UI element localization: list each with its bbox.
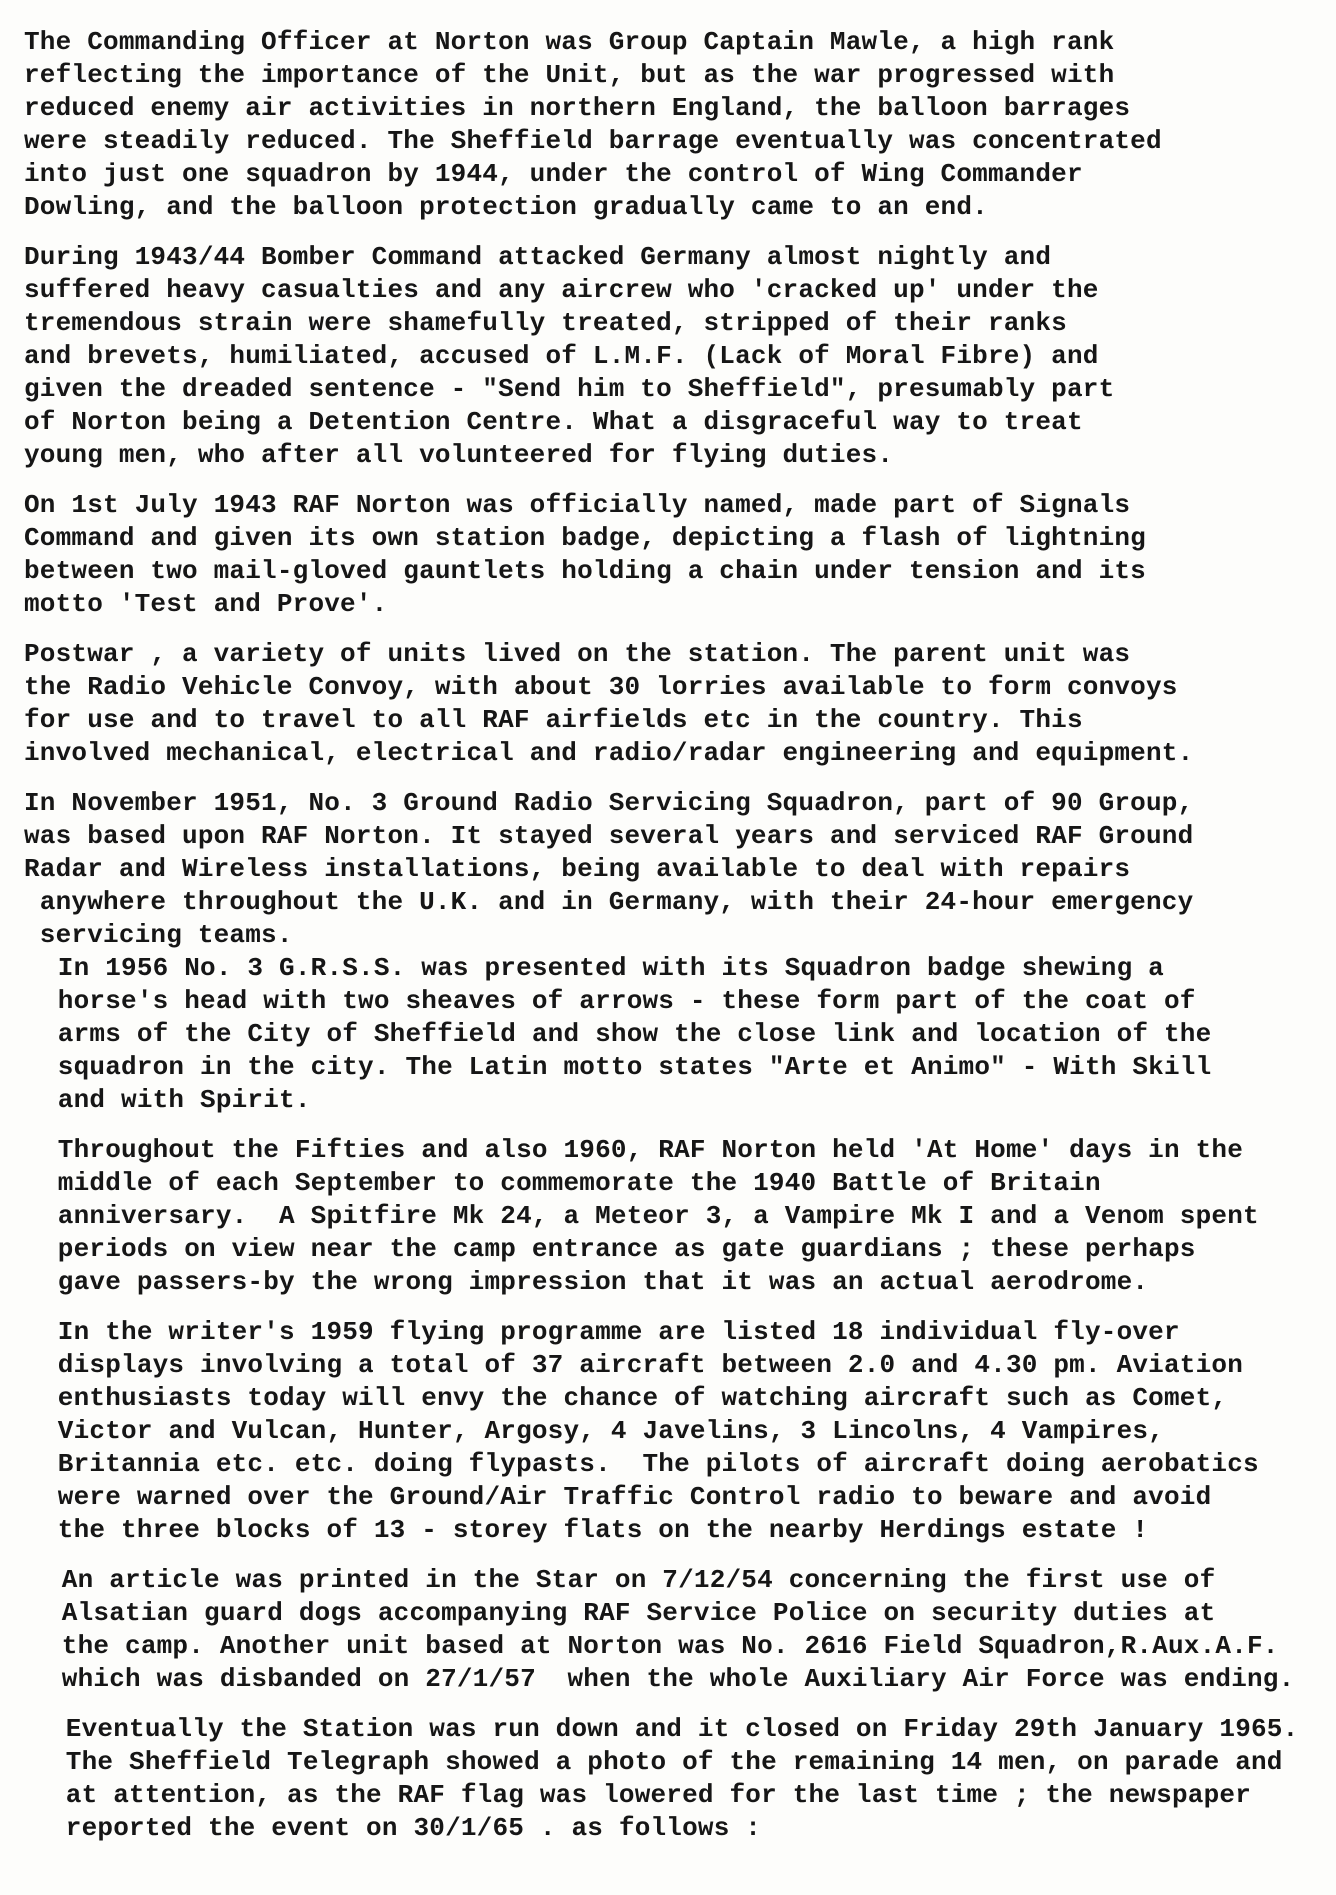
text-line: Victor and Vulcan, Hunter, Argosy, 4 Javelins, 3 Lincolns, 4 Vampires, xyxy=(42,1416,1164,1446)
text-line: motto 'Test and Prove'. xyxy=(24,589,388,619)
text-line: young men, who after all volunteered for flying duties. xyxy=(24,440,894,470)
text-line: given the dreaded sentence - "Send him to Sheffield", presumably part xyxy=(24,374,1115,404)
text-line: tremendous strain were shamefully treated, stripped of their ranks xyxy=(24,308,1067,338)
text-line: reported the event on 30/1/65 . as follows : xyxy=(50,1813,762,1843)
text-line: servicing teams. xyxy=(24,920,293,950)
text-line: Dowling, and the balloon protection gradually came to an end. xyxy=(24,192,988,222)
text-line: During 1943/44 Bomber Command attacked Germany almost nightly and xyxy=(24,242,1052,272)
text-line: The Commanding Officer at Norton was Group Captain Mawle, a high rank xyxy=(24,27,1115,57)
text-line: and with Spirit. xyxy=(42,1085,311,1115)
paragraph-guard-dogs xyxy=(20,1564,1300,1696)
text-line: Britannia etc. etc. doing flypasts. The pilots of aircraft doing aerobatics xyxy=(42,1449,1259,1479)
text-line: squadron in the city. The Latin motto states "Arte et Animo" - With Skill xyxy=(42,1052,1212,1082)
text-line: the camp. Another unit based at Norton was No. 2616 Field Squadron,R.Aux.A.F. xyxy=(46,1631,1279,1661)
text-line: between two mail-gloved gauntlets holding a chain under tension and its xyxy=(24,556,1146,586)
text-line-newspaper: The Sheffield Telegraph showed a photo of the remaining 14 men, on parade and xyxy=(50,1747,1283,1777)
text-line: periods on view near the camp entrance as gate guardians ; these perhaps xyxy=(42,1234,1196,1264)
text-line: reduced enemy air activities in northern England, the balloon barrages xyxy=(24,93,1131,123)
text-line: Eventually the Station was run down and it closed on Friday 29th January 1965. xyxy=(50,1714,1299,1744)
text-line: reflecting the importance of the Unit, but as the war progressed with xyxy=(24,60,1115,90)
paragraph-commanding-officer xyxy=(20,26,1300,224)
text-line: Throughout the Fifties and also 1960, RAF Norton held 'At Home' days in the xyxy=(42,1135,1243,1165)
text-line: enthusiasts today will envy the chance of watching aircraft such as Comet, xyxy=(42,1383,1228,1413)
text-line: the Radio Vehicle Convoy, with about 30 lorries available to form convoys xyxy=(24,672,1178,702)
text-line: gave passers-by the wrong impression that it was an actual aerodrome. xyxy=(42,1267,1149,1297)
text-line: into just one squadron by 1944, under the control of Wing Commander xyxy=(24,159,1083,189)
text-line: for use and to travel to all RAF airfields etc in the country. This xyxy=(24,705,1083,735)
text-line: In 1956 No. 3 G.R.S.S. was presented with its Squadron badge shewing a xyxy=(42,953,1164,983)
text-line: was based upon RAF Norton. It stayed several years and serviced RAF Ground xyxy=(24,821,1194,851)
text-line: of Norton being a Detention Centre. What a disgraceful way to treat xyxy=(24,407,1083,437)
text-line: anywhere throughout the U.K. and in Germany, with their 24-hour emergency xyxy=(24,887,1194,917)
paragraph-station-badge xyxy=(20,489,1300,621)
text-line: anniversary. A Spitfire Mk 24, a Meteor 3, a Vampire Mk I and a Venom spent xyxy=(42,1201,1259,1231)
paragraph-at-home-days xyxy=(20,1134,1300,1299)
text-line: involved mechanical, electrical and radio/radar engineering and equipment. xyxy=(24,738,1194,768)
text-line: suffered heavy casualties and any aircrew who 'cracked up' under the xyxy=(24,275,1099,305)
text-line: at attention, as the RAF flag was lowered for the last time ; the newspaper xyxy=(50,1780,1251,1810)
text-line: horse's head with two sheaves of arrows - these form part of the coat of xyxy=(42,986,1196,1016)
text-line: were warned over the Ground/Air Traffic Control radio to beware and avoid xyxy=(42,1482,1212,1512)
text-line: arms of the City of Sheffield and show the close link and location of the xyxy=(42,1019,1212,1049)
text-line: In the writer's 1959 flying programme are listed 18 individual fly-over xyxy=(42,1317,1180,1347)
document-body xyxy=(20,26,1300,1862)
paragraph-postwar xyxy=(20,638,1300,770)
text-line: and brevets, humiliated, accused of L.M.F. (Lack of Moral Fibre) and xyxy=(24,341,1099,371)
text-line: middle of each September to commemorate the 1940 Battle of Britain xyxy=(42,1168,1101,1198)
text-line: Alsatian guard dogs accompanying RAF Service Police on security duties at xyxy=(46,1598,1216,1628)
text-line: Command and given its own station badge, depicting a flash of lightning xyxy=(24,523,1146,553)
text-line: Postwar , a variety of units lived on the station. The parent unit was xyxy=(24,639,1131,669)
text-line: In November 1951, No. 3 Ground Radio Servicing Squadron, part of 90 Group, xyxy=(24,788,1194,818)
text-line: An article was printed in the Star on 7/12/54 concerning the first use of xyxy=(46,1565,1216,1595)
paragraph-flying-programme xyxy=(20,1316,1300,1547)
text-line: the three blocks of 13 - storey flats on the nearby Herdings estate ! xyxy=(42,1515,1149,1545)
paragraph-station-closure xyxy=(20,1713,1300,1845)
paragraph-radio-servicing-squadron xyxy=(20,787,1300,952)
paragraph-bomber-command xyxy=(20,241,1300,472)
text-line: On 1st July 1943 RAF Norton was officially named, made part of Signals xyxy=(24,490,1131,520)
text-line: Radar and Wireless installations, being available to deal with repairs xyxy=(24,854,1131,884)
text-line: displays involving a total of 37 aircraft between 2.0 and 4.30 pm. Aviation xyxy=(42,1350,1243,1380)
text-line: were steadily reduced. The Sheffield barrage eventually was concentrated xyxy=(24,126,1162,156)
text-line: which was disbanded on 27/1/57 when the whole Auxiliary Air Force was ending. xyxy=(46,1664,1295,1694)
paragraph-squadron-badge xyxy=(20,952,1300,1117)
